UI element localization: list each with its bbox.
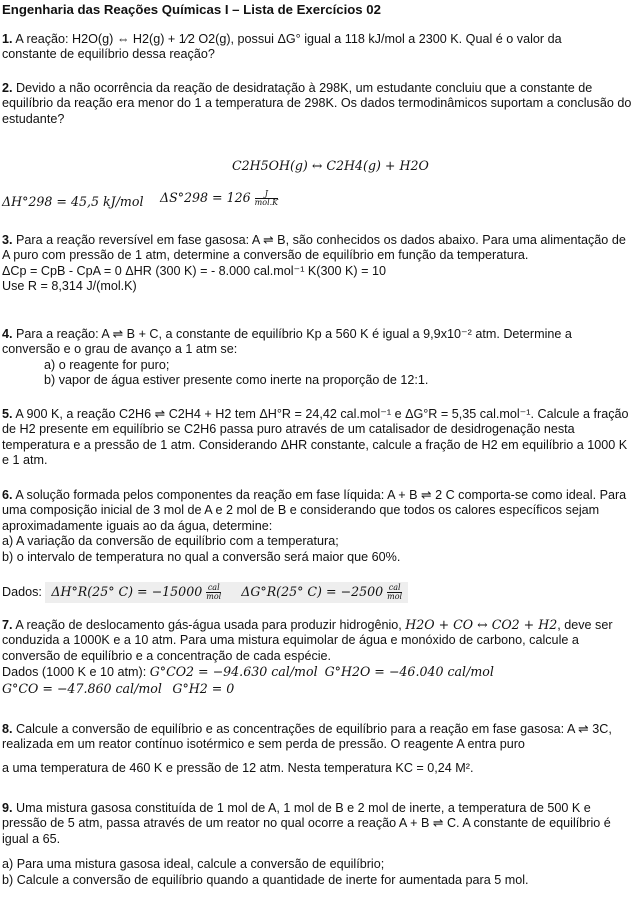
g-h2: G°H2 = 0 xyxy=(172,680,235,696)
unit-numerator: cal xyxy=(388,583,401,592)
question-text: A solução formada pelos componentes da reação em fase líquida: A + B ⇌ 2 C comporta-se como ideal. Para uma composição inicial de 3 mol de A e 2 mol de B e considerando que todos os calores específicos sejam aproximadamente iguais ao da água, determine: xyxy=(2,488,627,533)
shift-reaction: H2O + CO ↔ CO2 + H2 xyxy=(405,617,558,632)
question-8 xyxy=(2,722,632,776)
question-number: 8. xyxy=(2,722,13,736)
gas-constant-line: Use R = 8,314 J/(mol.K) xyxy=(2,279,137,294)
enthalpy-reaction: ΔH°R(25° C) = −15000 xyxy=(51,584,203,599)
reaction-equation: C2H5OH(g) ↔ C2H4(g) + H2O xyxy=(232,158,429,173)
question-9 xyxy=(2,801,632,888)
question-text: Para a reação: A ⇌ B + C, a constante de equilíbrio Kp a 560 K é igual a 9,9x10⁻² atm. Determine a conversão e o grau de avanço a 1 atm se: xyxy=(2,327,572,357)
question-text: Devido a não ocorrência da reação de desidratação à 298K, um estudante concluiu que a constante de equilíbrio da reação era menor do 1 a temperatura de 298K. Os dados termodinâmicos suportam a conclusão do estudante? xyxy=(2,81,632,126)
entropy-text: ΔS°298 = 126 xyxy=(160,190,251,205)
entropy-value xyxy=(160,190,360,207)
data-line: ΔCp = CpB - CpA = 0 ΔHR (300 K) = - 8.000 cal.mol⁻¹ K(300 K) = 10 xyxy=(2,263,386,278)
question-number: 2. xyxy=(2,81,13,95)
question-text-cont: a uma temperatura de 460 K e pressão de 12 atm. Nesta temperatura KC = 0,24 M². xyxy=(2,760,474,775)
gibbs-reaction: ΔG°R(25° C) = −2500 xyxy=(241,584,384,599)
item-b: b) o intervalo de temperatura no qual a conversão será maior que 60%. xyxy=(2,549,401,564)
question-number: 7. xyxy=(2,618,13,632)
question-text-cont: constante de equilíbrio dessa reação? xyxy=(2,47,215,62)
question-1 xyxy=(2,32,632,63)
entropy-unit xyxy=(255,190,278,207)
question-number: 1. xyxy=(2,32,13,46)
question-6 xyxy=(2,488,632,565)
enthalpy-value: ΔH°298 = 45,5 kJ/mol xyxy=(2,194,144,209)
unit-numerator: cal xyxy=(207,583,220,592)
unit-numerator: J xyxy=(264,189,269,198)
question-text: Calcule a conversão de equilíbrio e as concentrações de equilíbrio para a reação em fase gasosa: A ⇌ 3C, realizada em um reator contínuo isotérmico e sem perda de pressão. O reagente A entra puro xyxy=(2,722,612,752)
question-text: Uma mistura gasosa constituída de 1 mol de A, 1 mol de B e 2 mol de inerte, a temperatura de 500 K e pressão de 5 atm, passa através de um reator no qual ocorre a reação A + B ⇌ C. A constante de equilíbrio é igual a 65. xyxy=(2,801,611,846)
q6-data xyxy=(2,582,632,603)
g-co: G°CO = −47.860 cal/mol xyxy=(2,680,162,696)
unit xyxy=(206,584,221,601)
question-text: Para a reação reversível em fase gasosa: A ⇌ B, são conhecidos os dados abaixo. Para uma alimentação de A puro com pressão de 1 atm, determine a conversão de equilíbrio em função da temperatura. xyxy=(2,233,626,263)
unit-denominator: mol.K xyxy=(254,198,279,207)
question-number: 3. xyxy=(2,233,13,247)
unit-denominator: mol xyxy=(206,592,222,601)
question-3 xyxy=(2,233,632,295)
question-7 xyxy=(2,617,632,697)
item-a: a) o reagente for puro; xyxy=(44,357,170,372)
question-number: 4. xyxy=(2,327,13,341)
g-co2: G°CO2 = −94.630 cal/mol xyxy=(149,664,318,680)
question-number: 5. xyxy=(2,407,13,421)
item-a: a) A variação da conversão de equilíbrio com a temperatura; xyxy=(2,534,339,549)
dados-label: Dados (1000 K e 10 atm): xyxy=(2,665,147,680)
question-text: A reação: H2O(g) ⇔ H2(g) + 1⁄2 O2(g), possui ΔG° igual a 118 kJ/mol a 2300 K. Qual é o valor da xyxy=(12,32,562,46)
question-2 xyxy=(2,81,632,127)
question-5 xyxy=(2,407,632,469)
question-number: 9. xyxy=(2,801,13,815)
dados-box xyxy=(45,582,408,603)
document-title: Engenharia das Reações Químicas I – Lista de Exercícios 02 xyxy=(2,2,381,17)
g-h2o: G°H2O = −46.040 cal/mol xyxy=(324,664,494,680)
unit-denominator: mol xyxy=(387,592,403,601)
question-number: 6. xyxy=(2,488,13,502)
question-4 xyxy=(2,327,632,389)
dados-label: Dados: xyxy=(2,585,42,599)
item-b: b) vapor de água estiver presente como inerte na proporção de 12:1. xyxy=(44,373,429,388)
item-a: a) Para uma mistura gasosa ideal, calcule a conversão de equilíbrio; xyxy=(2,857,385,872)
question-text: A 900 K, a reação C2H6 ⇌ C2H4 + H2 tem ΔH°R = 24,42 cal.mol⁻¹ e ΔG°R = 5,35 cal.mol⁻¹. Calcule a fração de H2 presente em equilíbrio se C2H6 passa puro através de um catalisador de desidrogenação nesta temperatura e a pressão de 1 atm. Considerando ΔHR constante, calcule a fração de H2 em equilíbrio a 1000 K e 1 atm. xyxy=(2,407,629,468)
question-text-cont: , deve ser conduzida a 1000K e a 10 atm. Para uma mistura equimolar de água e monóxido de carbono, calcule a conversão de equilíbrio e a concentração de cada espécie. xyxy=(2,618,613,663)
unit xyxy=(387,584,402,601)
item-b: b) Calcule a conversão de equilíbrio quando a quantidade de inerte for aumentada para 5 mol. xyxy=(2,872,529,887)
question-text: A reação de deslocamento gás-água usada para produzir hidrogênio, xyxy=(12,618,402,632)
